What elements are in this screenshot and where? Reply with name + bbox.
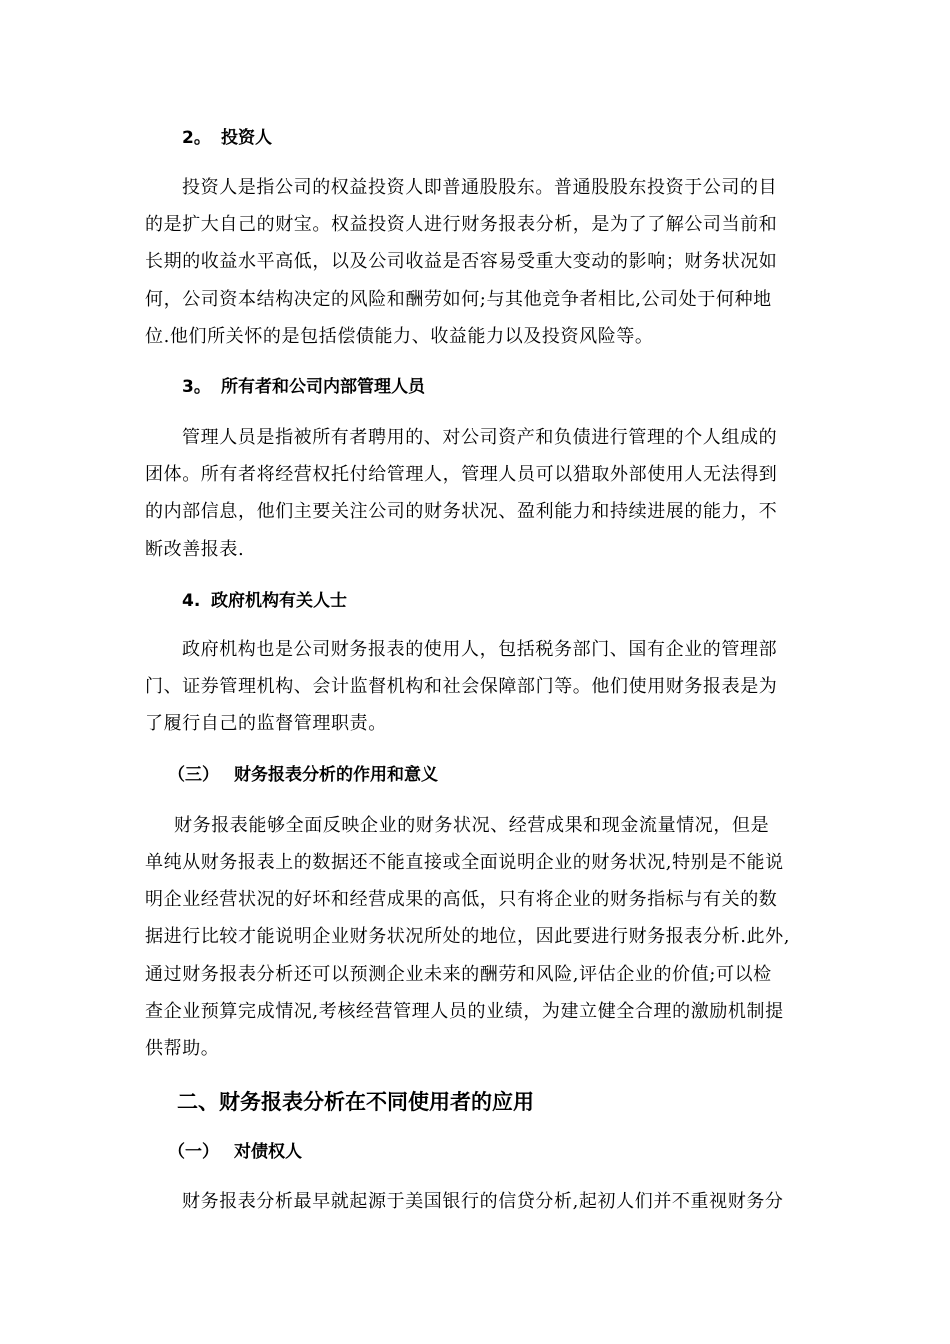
paragraph-line: 明企业经营状况的好坏和经营成果的高低，只有将企业的财务指标与有关的数 [145,889,778,910]
heading-title: 政府机构有关人士 [211,591,347,611]
heading-number: 4. [182,591,201,611]
paragraph-line: 门、证券管理机构、会计监督机构和社会保障部门等。他们使用财务报表是为 [145,676,778,697]
heading-title: 投资人 [221,128,272,148]
paragraph-line: 投资人是指公司的权益投资人即普通股股东。普通股股东投资于公司的目 [182,177,778,198]
heading-number: 2。 [182,128,211,148]
paragraph-line: 通过财务报表分析还可以预测企业未来的酬劳和风险,评估企业的价值;可以检 [145,964,772,985]
paragraph-line: 据进行比较才能说明企业财务状况所处的地位，因此要进行财务报表分析.此外, [145,926,791,947]
paragraph-line: 单纯从财务报表上的数据还不能直接或全面说明企业的财务状况,特别是不能说 [145,852,784,873]
heading-number: （三） [168,765,219,785]
heading-number: （一） [168,1142,219,1162]
paragraph-line: 位.他们所关怀的是包括偿债能力、收益能力以及投资风险等。 [145,326,654,347]
paragraph-line: 团体。所有者将经营权托付给管理人，管理人员可以猎取外部使用人无法得到 [145,464,778,485]
paragraph-line: 财务报表分析最早就起源于美国银行的信贷分析,起初人们并不重视财务分 [182,1191,784,1212]
heading-title: 财务报表分析的作用和意义 [234,765,438,785]
paragraph-line: 何，公司资本结构决定的风险和酬劳如何;与其他竞争者相比,公司处于何种地 [145,289,772,310]
chapter-title: 二、财务报表分析在不同使用者的应用 [177,1090,534,1114]
paragraph-line: 的内部信息，他们主要关注公司的财务状况、盈利能力和持续进展的能力，不 [145,501,778,522]
paragraph-line: 的是扩大自己的财宝。权益投资人进行财务报表分析，是为了了解公司当前和 [145,214,778,235]
heading-title: 所有者和公司内部管理人员 [221,377,425,397]
paragraph-line: 断改善报表. [145,539,245,560]
paragraph-line: 长期的收益水平高低，以及公司收益是否容易受重大变动的影响；财务状况如 [145,251,778,272]
paragraph-line: 了履行自己的监督管理职责。 [145,713,387,734]
paragraph-line: 财务报表能够全面反映企业的财务状况、经营成果和现金流量情况，但是 [174,815,770,836]
heading-number: 3。 [182,377,211,397]
paragraph-line: 供帮助。 [145,1038,220,1059]
paragraph-line: 查企业预算完成情况,考核经营管理人员的业绩，为建立健全合理的激励机制提 [145,1001,784,1022]
paragraph-line: 管理人员是指被所有者聘用的、对公司资产和负债进行管理的个人组成的 [182,427,778,448]
heading-title: 对债权人 [234,1142,302,1162]
paragraph-line: 政府机构也是公司财务报表的使用人，包括税务部门、国有企业的管理部 [182,639,778,660]
